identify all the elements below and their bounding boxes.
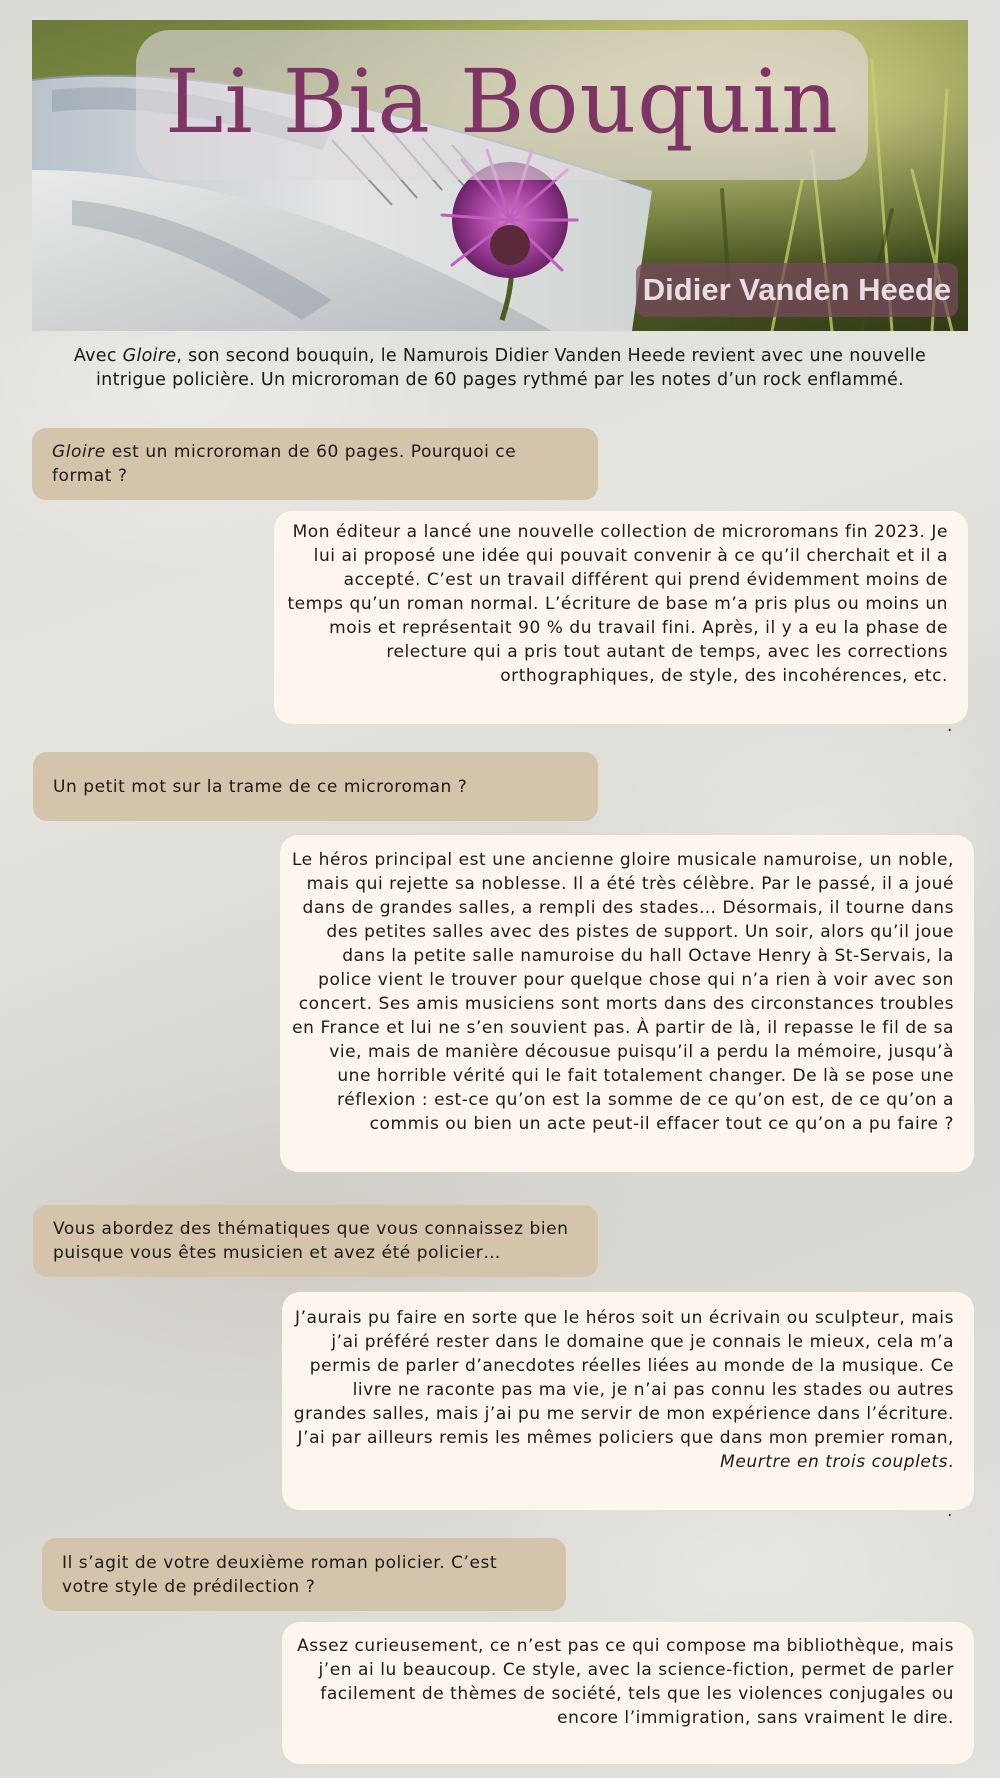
answer-bubble-3 [282,1292,974,1510]
question-text-4: Il s’agit de votre deuxième roman policier. C’est votre style de prédilection ? [62,1552,498,1597]
answer-bubble-4 [282,1622,974,1764]
header-banner [32,20,968,331]
answer-trailing-dot-3: . [947,1501,953,1521]
answer-bubble-1 [274,511,968,724]
question-bubble-3 [33,1205,598,1277]
question-text-1 [52,440,578,488]
author-box [636,263,958,317]
intro-paragraph [40,344,960,392]
author-name: Didier Vanden Heede [642,272,952,307]
intro-text-end: , son second bouquin, le Namurois Didier Vanden Heede revient avec une nouvelle intrigue policière. Un microroman de 60 pages rythmé par les notes d’un rock enflammé. [96,346,927,390]
answer-text-3-end: . [948,1452,954,1472]
answer-text-2: Le héros principal est une ancienne gloire musicale namuroise, un noble, mais qui rejette sa noblesse. Il a été très célèbre. Par le passé, il a joué dans de grandes salles, a rempli des stades… Désormais, il tourne dans des petites salles avec des pistes de support. Un soir, alors qu’il joue dans la petite salle namuroise du hall Octave Henry à St-Servais, la police vient le trouver pour quelque chose qui n’a rien à voir avec son concert. Ses amis musiciens sont morts dans des circonstances troubles en France et lui ne s’en souvient pas. À partir de là, il repasse le fil de sa vie, mais de manière décousue puisqu’il a perdu la mémoire, jusqu’à une horrible vérité qui le fait totalement changer. De là se pose une réflexion : est-ce qu’on est la somme de ce qu’on est, de ce qu’on a commis ou bien un acte peut-il effacer tout ce qu’on a pu faire ? [291,850,954,1134]
answer-text-1: Mon éditeur a lancé une nouvelle collection de microromans fin 2023. Je lui ai proposé une idée qui pouvait convenir à ce qu’il cherchait et il a accepté. C’est un travail différent qui prend évidemment moins de temps qu’un roman normal. L’écriture de base m’a pris plus ou moins un mois et représentait 90 % du travail fini. Après, il y a eu la phase de relecture qui a pris tout autant de temps, avec les corrections orthographiques, de style, des incohérences, etc. [287,522,948,686]
question-text-2: Un petit mot sur la trame de ce microroman ? [53,776,468,797]
page-title: Li Bia Bouquin [165,50,839,153]
question-bubble-4 [42,1538,566,1611]
answer-text-3 [292,1306,954,1474]
question-bubble-2 [33,752,598,821]
question-bubble-1 [32,428,598,500]
intro-text-start: Avec [73,346,123,366]
answer-bubble-2 [280,835,974,1172]
answer-text-4: Assez curieusement, ce n’est pas ce qui compose ma bibliothèque, mais j’en ai lu beaucoup. Ce style, avec la science-fiction, permet de parler facilement de thèmes de société, tels que les violences conjugales ou encore l’immigration, sans vraiment le dire. [297,1636,954,1728]
title-box [136,30,868,180]
intro-book-title: Gloire [122,346,177,366]
question-book-title: Gloire [52,442,106,462]
question-text-3: Vous abordez des thématiques que vous connaissez bien puisque vous êtes musicien et avez été policier… [53,1219,569,1263]
answer-text-3-body: J’aurais pu faire en sorte que le héros soit un écrivain ou sculpteur, mais j’ai préféré rester dans le domaine que je connais le mieux, cela m’a permis de parler d’anecdotes réelles liées au monde de la musique. Ce livre ne raconte pas ma vie, je n’ai pas connu les stades ou autres grandes salles, mais j’ai pu me servir de mon expérience dans l’écriture. J’ai par ailleurs remis les mêmes policiers que dans mon premier roman, [293,1308,954,1448]
answer-trailing-dot-1: . [947,716,953,736]
answer-book-title: Meurtre en trois couplets [720,1452,949,1472]
question-text-1-body: est un microroman de 60 pages. Pourquoi ce format ? [52,442,517,486]
